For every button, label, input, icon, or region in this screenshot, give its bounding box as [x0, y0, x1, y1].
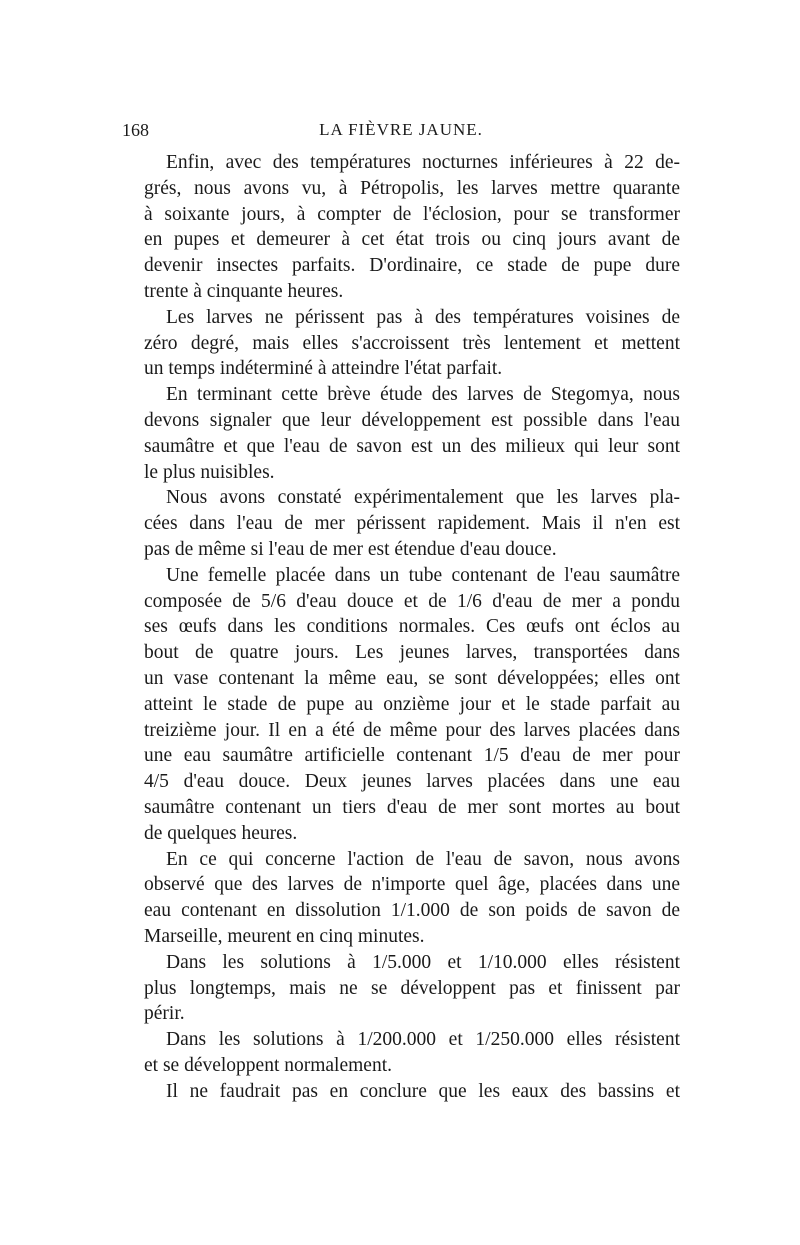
text-line: cées dans l'eau de mer périssent rapidement. Mais il n'en est — [144, 513, 680, 535]
text-line: Une femelle placée dans un tube contenant de l'eau saumâtre — [166, 564, 680, 586]
paragraph — [122, 1027, 680, 1079]
page-header — [122, 117, 680, 143]
text-line: bout de quatre jours. Les jeunes larves, transportées dans — [144, 642, 680, 664]
text-line: à soixante jours, à compter de l'éclosion, pour se transformer — [144, 203, 680, 225]
text-line: treizième jour. Il en a été de même pour des larves placées dans — [144, 719, 680, 741]
text-line: Dans les solutions à 1/200.000 et 1/250.000 elles résistent — [166, 1029, 680, 1051]
paragraph — [122, 485, 680, 562]
text-line: 4/5 d'eau douce. Deux jeunes larves placées dans une eau — [144, 771, 680, 793]
paragraph — [122, 305, 680, 382]
paragraph — [122, 150, 680, 305]
text-line: saumâtre et que l'eau de savon est un des milieux qui leur sont — [144, 435, 680, 457]
text-line: Il ne faudrait pas en conclure que les eaux des bassins et — [166, 1080, 680, 1102]
text-line: un temps indéterminé à atteindre l'état parfait. — [144, 358, 503, 380]
text-line: de quelques heures. — [144, 822, 298, 844]
paragraph — [122, 382, 680, 485]
text-line: ses œufs dans les conditions normales. Ces œufs ont éclos au — [144, 616, 680, 638]
text-line: Les larves ne périssent pas à des températures voisines de — [166, 306, 680, 328]
text-line: Marseille, meurent en cinq minutes. — [144, 925, 425, 947]
text-line: devons signaler que leur développement est possible dans l'eau — [144, 409, 680, 431]
paragraph — [122, 1079, 680, 1105]
text-line: grés, nous avons vu, à Pétropolis, les larves mettre quarante — [144, 177, 680, 199]
text-line: plus longtemps, mais ne se développent pas et finissent par — [144, 977, 680, 999]
text-line: et se développent normalement. — [144, 1054, 392, 1076]
text-line: le plus nuisibles. — [144, 461, 275, 483]
text-line: En ce qui concerne l'action de l'eau de savon, nous avons — [166, 848, 680, 870]
paragraph — [122, 563, 680, 847]
text-line: une eau saumâtre artificielle contenant 1/5 d'eau de mer pour — [144, 745, 680, 767]
text-line: eau contenant en dissolution 1/1.000 de son poids de savon de — [144, 900, 680, 922]
body-text — [122, 150, 680, 1104]
page-number: 168 — [122, 120, 149, 140]
text-line: Nous avons constaté expérimentalement que les larves pla- — [166, 487, 680, 509]
text-line: observé que des larves de n'importe quel âge, placées dans une — [144, 874, 680, 896]
text-line: périr. — [144, 1003, 185, 1025]
text-line: un vase contenant la même eau, se sont développées; elles ont — [144, 667, 680, 689]
text-line: pas de même si l'eau de mer est étendue d'eau douce. — [144, 538, 557, 560]
text-line: trente à cinquante heures. — [144, 280, 344, 302]
paragraph — [122, 847, 680, 950]
text-line: en pupes et demeurer à cet état trois ou cinq jours avant de — [144, 229, 680, 251]
text-line: En terminant cette brève étude des larves de Stegomya, nous — [166, 384, 680, 406]
text-line: saumâtre contenant un tiers d'eau de mer sont mortes au bout — [144, 796, 680, 818]
text-line: composée de 5/6 d'eau douce et de 1/6 d'eau de mer a pondu — [144, 590, 680, 612]
text-line: Enfin, avec des températures nocturnes inférieures à 22 de- — [166, 152, 680, 173]
text-line: zéro degré, mais elles s'accroissent très lentement et mettent — [144, 332, 680, 354]
text-line: devenir insectes parfaits. D'ordinaire, ce stade de pupe dure — [144, 255, 680, 277]
running-title: LA FIÈVRE JAUNE. — [319, 120, 483, 139]
text-line: Dans les solutions à 1/5.000 et 1/10.000 elles résistent — [166, 951, 680, 973]
paragraph — [122, 950, 680, 1027]
text-line: atteint le stade de pupe au onzième jour et le stade parfait au — [144, 693, 680, 715]
